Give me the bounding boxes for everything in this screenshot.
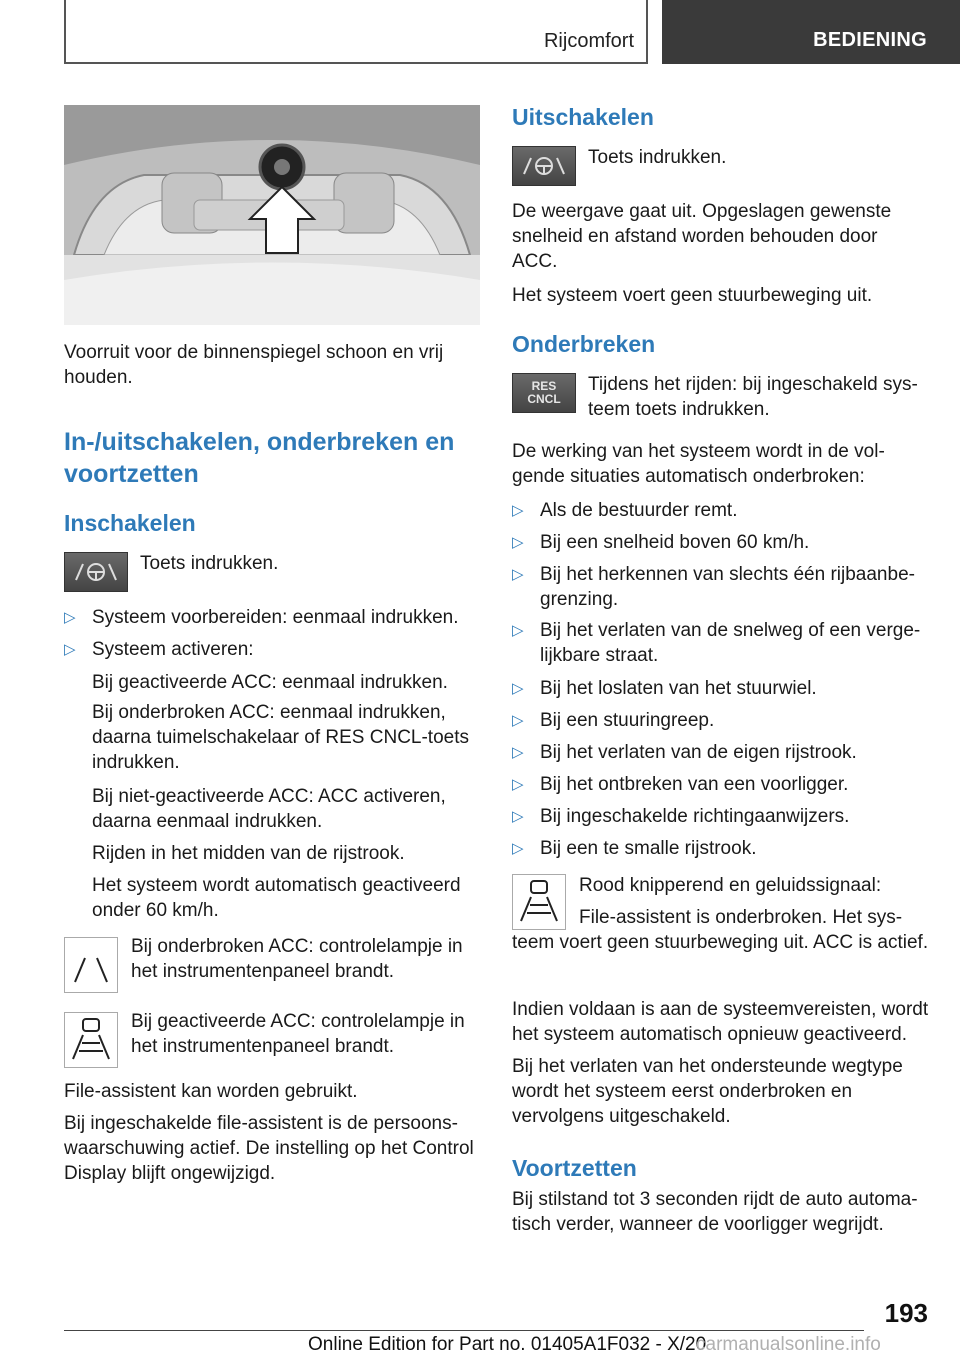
photo-caption: Voorruit voor de binnenspiegel schoon en vrij houden. (64, 342, 444, 388)
bullet-triangle-icon: ▷ (512, 776, 524, 793)
res-cncl-button-image (512, 373, 576, 413)
indicator-interrupted-text: Bij onderbroken ACC: controlelampje in het instrumentenpaneel brandt. (131, 936, 463, 982)
onderbreken-text: Tijdens het rijden: bij ingeschakeld systeem toets indrukken. (588, 374, 918, 420)
footer-divider (64, 1330, 864, 1331)
car-interior-illustration (64, 105, 480, 325)
red-indicator-line2: File-assistent is onderbroken. Het systeem voert geen stuurbeweging uit. ACC is actief. (512, 907, 929, 953)
bullet-triangle-icon: ▷ (512, 712, 524, 729)
header-chapter-label: BEDIENING (813, 29, 927, 51)
paragraph: De weergave gaat uit. Opgeslagen gewenste snelheid en afstand worden behouden door ACC. (512, 201, 892, 272)
bullet-triangle-icon: ▷ (512, 840, 524, 857)
steering-assist-icon (520, 154, 568, 178)
sub-item: Bij niet-geactiveerde ACC: ACC activeren, daarna eenmaal indrukken. (92, 786, 446, 832)
heading-uitschakelen: Uitschakelen (512, 104, 654, 130)
paragraph: Het systeem voert geen stuurbeweging uit. (512, 285, 873, 306)
bullet-triangle-icon: ▷ (512, 534, 524, 551)
paragraph: Bij ingeschakelde file-assistent is de persoonswaarschuwing actief. De instelling op het Control Display blijft ongewijzigd. (64, 1113, 474, 1184)
cncl-label: CNCL (527, 392, 561, 406)
bullet-triangle-icon: ▷ (512, 502, 524, 519)
sub-item: Bij geactiveerde ACC: eenmaal indrukken. (92, 672, 448, 693)
red-indicator-line1: Rood knipperend en geluidssignaal: (579, 875, 882, 896)
acc-button-image (512, 146, 576, 186)
traffic-jam-assist-icon (65, 1013, 117, 1067)
section-heading-switching: In-/uitschakelen, onderbreken en voortzetten (64, 428, 455, 488)
res-label: RES (531, 379, 557, 393)
heading-inschakelen: Inschakelen (64, 510, 196, 536)
acc-button-image (64, 552, 128, 592)
heading-voortzetten: Voortzetten (512, 1155, 637, 1181)
windshield-photo (64, 105, 480, 325)
steering-assist-icon (72, 560, 120, 584)
indicator-active-text: Bij geactiveerde ACC: controlelampje in het instrumentenpaneel brandt. (131, 1011, 465, 1057)
bullet-triangle-icon: ▷ (512, 808, 524, 825)
heading-onderbreken: Onderbreken (512, 331, 656, 357)
bullet-triangle-icon: ▷ (512, 566, 524, 583)
paragraph: Indien voldaan is aan de systeemvereisten, wordt het systeem automatisch opnieuw geactiveerd. (512, 999, 929, 1045)
sub-item: Het systeem wordt automatisch geactiveerd onder 60 km/h. (92, 875, 461, 921)
bullet-triangle-icon: ▷ (512, 744, 524, 761)
inschakelen-text: Toets indrukken. (140, 553, 279, 574)
footer-edition: Online Edition for Part no. 01405A1F032 - X/20 (308, 1334, 707, 1355)
bullet-triangle-icon: ▷ (64, 641, 76, 658)
uitschakelen-text: Toets indrukken. (588, 147, 727, 168)
indicator-lamp-active (64, 1012, 118, 1068)
bullet-triangle-icon: ▷ (512, 622, 524, 639)
lane-lines-icon (65, 938, 117, 992)
page-number: 193 (884, 1298, 928, 1328)
sub-item: Rijden in het midden van de rijstrook. (92, 843, 405, 864)
paragraph: Bij stilstand tot 3 seconden rijdt de auto automatisch verder, wanneer de voorligger wegrijdt. (512, 1189, 918, 1235)
sub-item: Bij onderbroken ACC: eenmaal indrukken, daarna tuimelschakelaar of RES CNCL-toets indrukken. (92, 702, 470, 773)
header-chapter-tab (662, 0, 960, 64)
paragraph: Bij het verlaten van het ondersteunde wegtype wordt het systeem eerst onderbroken en vervolgens uitgeschakeld. (512, 1056, 903, 1127)
bullet-triangle-icon: ▷ (512, 680, 524, 697)
paragraph: De werking van het systeem wordt in de volgende situaties automatisch onderbroken: (512, 441, 885, 487)
watermark: carmanualsonline.info (696, 1334, 881, 1355)
indicator-lamp-interrupted (64, 937, 118, 993)
paragraph: File-assistent kan worden gebruikt. (64, 1081, 358, 1102)
header-section-title: Rijcomfort (543, 30, 634, 52)
bullet-triangle-icon: ▷ (64, 609, 76, 626)
